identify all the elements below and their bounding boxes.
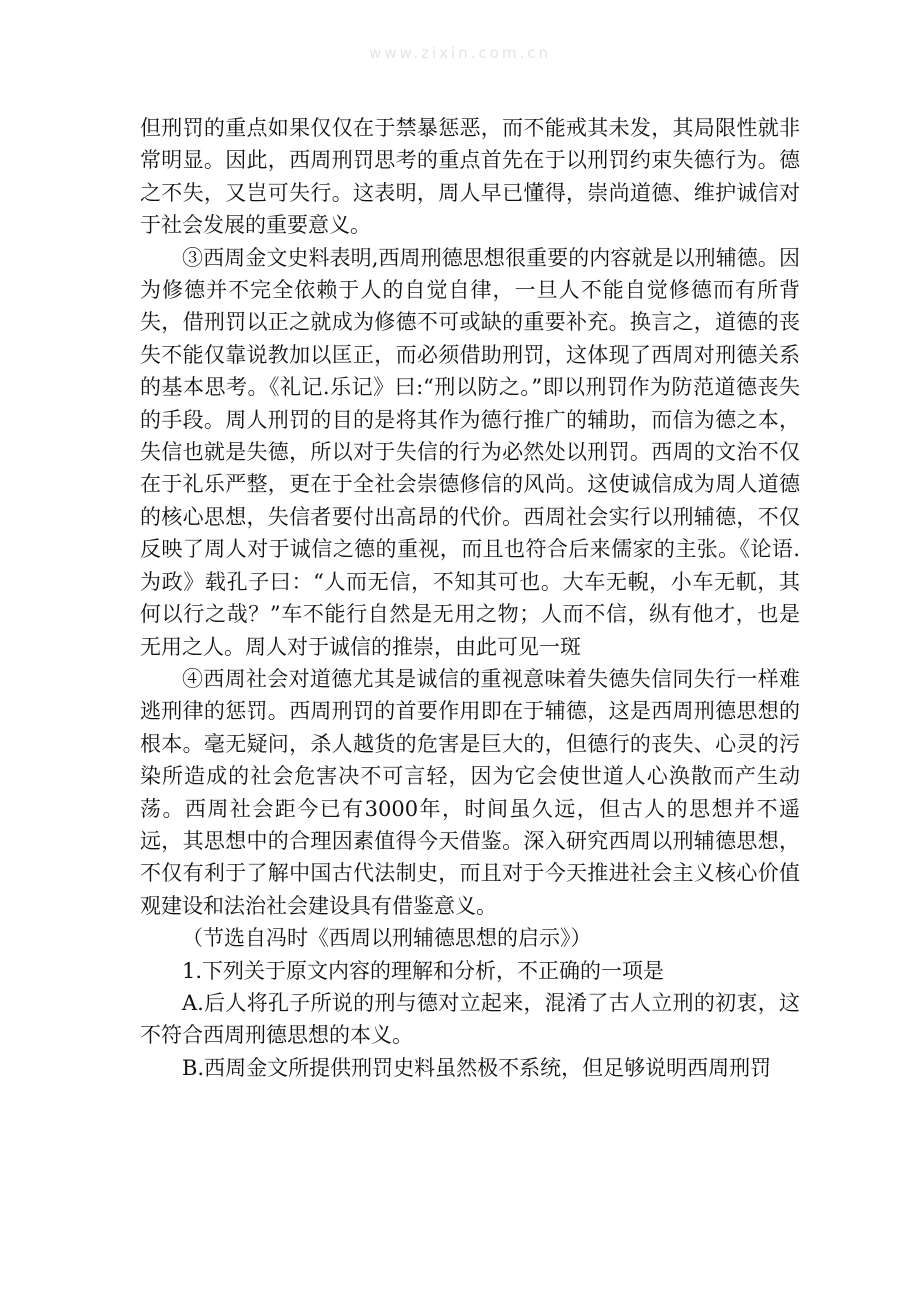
paragraph-3: ③西周金文史料表明,西周刑德思想很重要的内容就是以刑辅德。因为修德并不完全依赖于人的自觉自律，一旦人不能自觉修德而有所背失，借刑罚以正之就成为修德不可或缺的重要补充。换言之，道德的丧失不能仅靠说教加以匡正，而必须借助刑罚，这体现了西周对刑德关系的基本思考。《礼记.乐记》曰:“刑以防之。”即以刑罚作为防范道德丧失的手段。周人刑罚的目的是将其作为德行推广的辅助，而信为德之本，失信也就是失德，所以对于失信的行为必然处以刑罚。西周的文治不仅在于礼乐严整，更在于全社会崇德修信的风尚。这使诚信成为周人道德的核心思想，失信者要付出高昂的代价。西周社会实行以刑辅德，不仅反映了周人对于诚信之德的重视，而且也符合后来儒家的主张。《论语.为政》载孔子曰：“人而无信，不知其可也。大车无輗，小车无軏，其何以行之哉？”车不能行自然是无用之物；人而不信，纵有他才，也是无用之人。周人对于诚信的推崇，由此可见一斑: [140, 245, 800, 659]
question-1: 1.下列关于原文内容的理解和分析，不正确的一项是: [182, 958, 665, 983]
article-body: [140, 112, 800, 1084]
option-b: B.西周金文所提供刑罚史料虽然极不系统，但足够说明西周刑罚: [182, 1055, 772, 1080]
source-citation: （节选自冯时《西周以刑辅德思想的启示》）: [182, 926, 592, 951]
watermark: www.zixin.com.cn: [368, 44, 552, 62]
paragraph-4: ④西周社会对道德尤其是诚信的重视意味着失德失信同失行一样难逃刑律的惩罚。西周刑罚的首要作用即在于辅德，这是西周刑德思想的根本。毫无疑问，杀人越货的危害是巨大的，但德行的丧失、心灵的污染所造成的社会危害决不可言轻，因为它会使世道人心涣散而产生动荡。西周社会距今已有3000年，时间虽久远，但古人的思想并不遥远，其思想中的合理因素值得今天借鉴。深入研究西周以刑辅德思想，不仅有利于了解中国古代法制史，而且对于今天推进社会主义核心价值观建设和法治社会建设具有借鉴意义。: [140, 666, 800, 918]
option-a: A.后人将孔子所说的刑与德对立起来，混淆了古人立刑的初衷，这不符合西周刑德思想的本义。: [140, 990, 800, 1048]
paragraph-continuation: 但刑罚的重点如果仅仅在于禁暴惩恶，而不能戒其未发，其局限性就非常明显。因此，西周刑罚思考的重点首先在于以刑罚约束失德行为。德之不失，又岂可失行。这表明，周人早已懂得，崇尚道德、维护诚信对于社会发展的重要意义。: [140, 116, 800, 238]
